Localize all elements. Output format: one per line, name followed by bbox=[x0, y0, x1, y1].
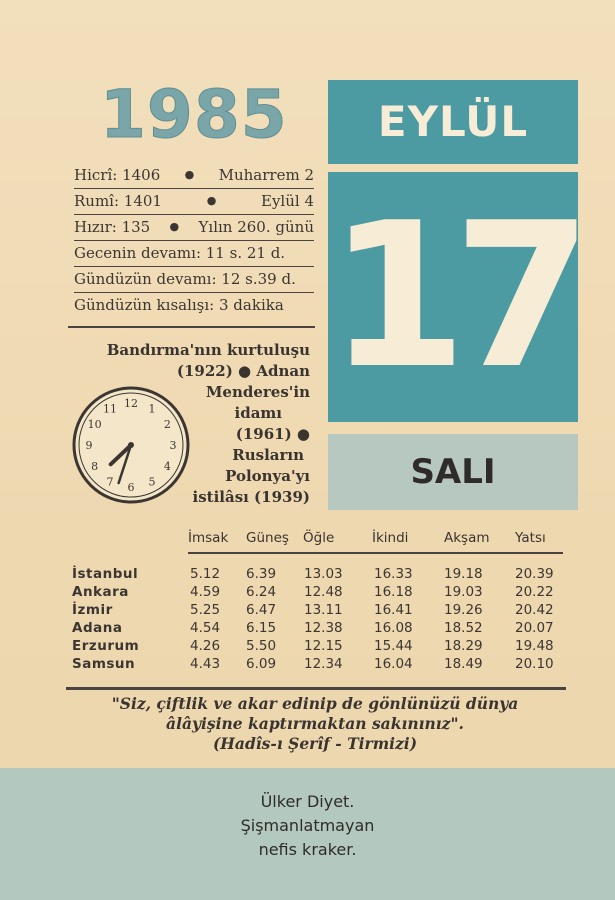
prayer-header-yatsi: Yatsı bbox=[515, 530, 546, 546]
bullet: ● bbox=[206, 194, 217, 207]
event-line: (1961) ● bbox=[235, 425, 310, 443]
month-label: EYLÜL bbox=[377, 97, 529, 146]
prayer-header-gunes: Güneş bbox=[246, 530, 289, 546]
info-row bbox=[74, 189, 314, 215]
city-name: Samsun bbox=[72, 656, 136, 672]
time-cell: 16.41 bbox=[374, 602, 413, 618]
info-right: Yılın 260. günü bbox=[198, 218, 314, 236]
time-cell: 4.59 bbox=[190, 584, 221, 600]
clock-number: 9 bbox=[85, 439, 93, 452]
prayer-header-aksam: Akşam bbox=[444, 530, 490, 546]
weekday-box bbox=[328, 434, 578, 510]
table-row bbox=[72, 656, 572, 674]
info-left: Gündüzün kısalışı: 3 dakika bbox=[74, 296, 284, 314]
info-left: Rumî: 1401 bbox=[74, 192, 162, 210]
time-cell: 20.39 bbox=[515, 566, 554, 582]
prayer-rows bbox=[72, 566, 572, 674]
table-row bbox=[72, 584, 572, 602]
day-number: 17 bbox=[328, 180, 579, 413]
time-cell: 6.39 bbox=[246, 566, 277, 582]
clock-number: 2 bbox=[163, 418, 171, 431]
table-row bbox=[72, 638, 572, 656]
ad-line: nefis kraker. bbox=[258, 840, 357, 859]
time-cell: 18.29 bbox=[444, 638, 483, 654]
clock-icon bbox=[70, 384, 192, 506]
prayer-header-imsak: İmsak bbox=[188, 530, 229, 546]
day-box bbox=[328, 172, 578, 422]
clock-number: 11 bbox=[103, 402, 117, 416]
table-row bbox=[72, 566, 572, 584]
info-left: Gecenin devamı: 11 s. 21 d. bbox=[74, 244, 286, 262]
city-name: Adana bbox=[72, 620, 123, 636]
hadith-quote bbox=[70, 694, 560, 754]
time-cell: 18.49 bbox=[444, 656, 483, 672]
event-line: (1922) ● Adnan bbox=[176, 362, 310, 380]
time-cell: 12.15 bbox=[304, 638, 343, 654]
time-cell: 20.10 bbox=[515, 656, 554, 672]
time-cell: 15.44 bbox=[374, 638, 413, 654]
time-cell: 20.22 bbox=[515, 584, 554, 600]
prayer-header-ikindi: İkindi bbox=[372, 530, 409, 546]
time-cell: 12.38 bbox=[304, 620, 343, 636]
clock-number: 6 bbox=[127, 481, 135, 494]
divider bbox=[66, 687, 566, 690]
info-row bbox=[74, 163, 314, 189]
time-cell: 12.34 bbox=[304, 656, 343, 672]
prayer-header-rule bbox=[188, 552, 563, 554]
prayer-header-ogle: Öğle bbox=[303, 530, 335, 546]
event-line: Rusların bbox=[232, 446, 304, 464]
month-box bbox=[328, 80, 578, 164]
clock-number: 12 bbox=[124, 397, 138, 410]
info-row bbox=[74, 215, 314, 241]
year-heading: 1985 bbox=[100, 76, 288, 153]
info-row bbox=[74, 241, 314, 267]
event-line: Polonya'yı bbox=[225, 467, 310, 485]
time-cell: 6.24 bbox=[246, 584, 277, 600]
time-cell: 19.03 bbox=[444, 584, 483, 600]
event-line: istilâsı (1939) bbox=[192, 488, 310, 506]
time-cell: 5.12 bbox=[190, 566, 221, 582]
time-cell: 13.03 bbox=[304, 566, 343, 582]
time-cell: 19.26 bbox=[444, 602, 483, 618]
info-right: Muharrem 2 bbox=[218, 166, 314, 184]
time-cell: 19.18 bbox=[444, 566, 483, 582]
event-line: Menderes'in bbox=[205, 383, 310, 401]
time-cell: 20.42 bbox=[515, 602, 554, 618]
time-cell: 13.11 bbox=[304, 602, 343, 618]
clock-number: 7 bbox=[106, 475, 114, 489]
city-name: Erzurum bbox=[72, 638, 140, 654]
time-cell: 5.50 bbox=[246, 638, 277, 654]
event-line: Bandırma'nın kurtuluşu bbox=[106, 341, 310, 359]
time-cell: 6.15 bbox=[246, 620, 277, 636]
city-name: Ankara bbox=[72, 584, 129, 600]
ad-line: Şişmanlatmayan bbox=[240, 816, 375, 835]
advertisement-text bbox=[0, 790, 615, 862]
quote-source: (Hadîs-ı Şerîf - Tirmizi) bbox=[212, 734, 418, 753]
table-row bbox=[72, 620, 572, 638]
bullet: ● bbox=[184, 168, 195, 181]
divider bbox=[68, 326, 315, 328]
time-cell: 4.26 bbox=[190, 638, 221, 654]
time-cell: 6.09 bbox=[246, 656, 277, 672]
clock-number: 5 bbox=[148, 475, 156, 489]
time-cell: 4.54 bbox=[190, 620, 221, 636]
info-left: Hicrî: 1406 bbox=[74, 166, 161, 184]
clock-number: 1 bbox=[148, 402, 156, 416]
clock-number: 10 bbox=[87, 418, 102, 431]
clock-number: 3 bbox=[169, 439, 177, 452]
time-cell: 16.08 bbox=[374, 620, 413, 636]
ad-line: Ülker Diyet. bbox=[260, 792, 355, 811]
time-cell: 6.47 bbox=[246, 602, 277, 618]
city-name: İzmir bbox=[72, 602, 113, 618]
bullet: ● bbox=[169, 220, 180, 233]
time-cell: 19.48 bbox=[515, 638, 554, 654]
clock-number: 8 bbox=[91, 460, 99, 473]
time-cell: 16.33 bbox=[374, 566, 413, 582]
info-left: Gündüzün devamı: 12 s.39 d. bbox=[74, 270, 296, 288]
info-left: Hızır: 135 bbox=[74, 218, 151, 236]
quote-line: "Siz, çiftlik ve akar edinip de gönlünüzü dünya bbox=[111, 694, 519, 713]
quote-line: âlâyişine kaptırmaktan sakınınız". bbox=[166, 714, 464, 733]
table-row bbox=[72, 602, 572, 620]
info-row bbox=[74, 267, 314, 293]
time-cell: 16.04 bbox=[374, 656, 413, 672]
event-line: idamı bbox=[234, 404, 282, 422]
time-cell: 20.07 bbox=[515, 620, 554, 636]
info-right: Eylül 4 bbox=[261, 192, 314, 210]
weekday-label: SALI bbox=[410, 452, 496, 492]
time-cell: 18.52 bbox=[444, 620, 483, 636]
info-row bbox=[74, 293, 314, 318]
time-cell: 4.43 bbox=[190, 656, 221, 672]
time-cell: 12.48 bbox=[304, 584, 343, 600]
city-name: İstanbul bbox=[72, 566, 139, 582]
clock-number: 4 bbox=[163, 460, 171, 473]
info-table bbox=[74, 163, 314, 318]
time-cell: 16.18 bbox=[374, 584, 413, 600]
time-cell: 5.25 bbox=[190, 602, 221, 618]
